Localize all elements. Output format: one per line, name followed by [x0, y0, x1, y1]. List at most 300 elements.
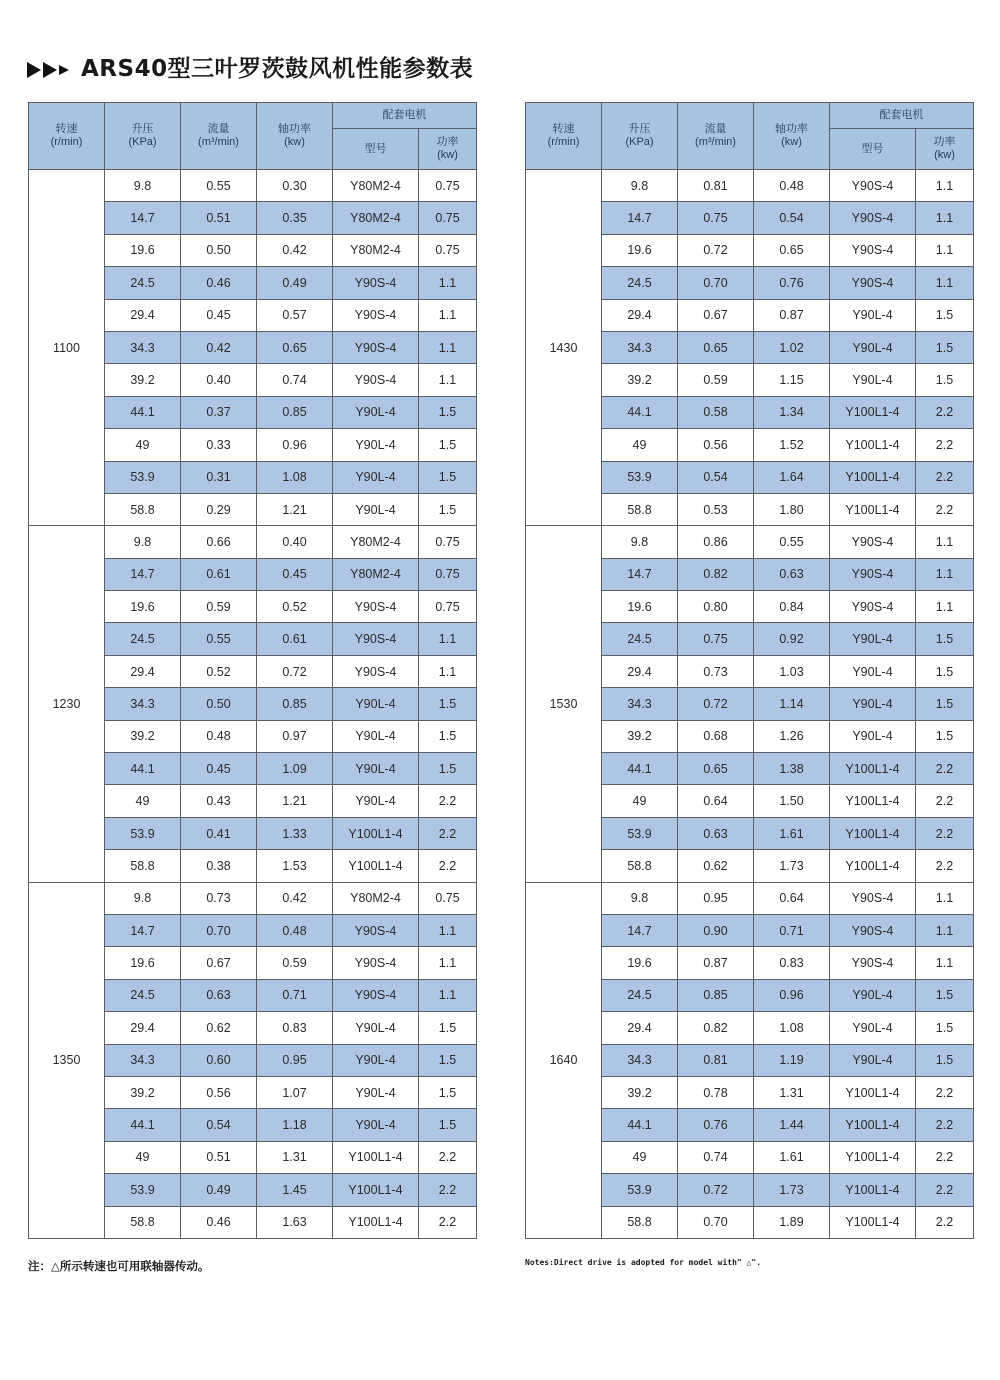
motor-model-cell: Y90S-4: [830, 591, 916, 623]
motor-model-cell: Y90S-4: [333, 267, 419, 299]
flow-cell: 0.74: [678, 1141, 754, 1173]
flow-cell: 0.58: [678, 396, 754, 428]
page-title: [27, 52, 473, 86]
pressure-cell: 14.7: [602, 558, 678, 590]
shaft-power-cell: 0.59: [257, 947, 333, 979]
pressure-cell: 24.5: [105, 623, 181, 655]
flow-cell: 0.56: [181, 1076, 257, 1108]
pressure-cell: 14.7: [105, 914, 181, 946]
shaft-power-cell: 0.92: [754, 623, 830, 655]
motor-power-cell: 2.2: [916, 1109, 974, 1141]
motor-power-cell: 0.75: [419, 202, 477, 234]
flow-cell: 0.70: [678, 267, 754, 299]
shaft-power-cell: 0.71: [754, 914, 830, 946]
flow-cell: 0.31: [181, 461, 257, 493]
motor-power-cell: 2.2: [916, 493, 974, 525]
motor-model-cell: Y100L1-4: [830, 753, 916, 785]
motor-model-cell: Y100L1-4: [333, 1174, 419, 1206]
pressure-cell: 39.2: [105, 364, 181, 396]
pressure-cell: 58.8: [105, 1206, 181, 1238]
motor-power-cell: 2.2: [419, 1174, 477, 1206]
pressure-cell: 34.3: [602, 1044, 678, 1076]
motor-power-cell: 2.2: [419, 785, 477, 817]
pressure-cell: 49: [105, 785, 181, 817]
motor-model-cell: Y100L1-4: [830, 1076, 916, 1108]
header-flow: 流量 (m³/min): [181, 103, 257, 170]
motor-power-cell: 1.1: [916, 267, 974, 299]
speed-cell: 1350: [29, 882, 105, 1238]
flow-cell: 0.37: [181, 396, 257, 428]
motor-power-cell: 2.2: [916, 753, 974, 785]
motor-model-cell: Y80M2-4: [333, 882, 419, 914]
shaft-power-cell: 1.73: [754, 1174, 830, 1206]
shaft-power-cell: 0.61: [257, 623, 333, 655]
flow-cell: 0.86: [678, 526, 754, 558]
motor-power-cell: 2.2: [419, 1206, 477, 1238]
motor-model-cell: Y90L-4: [333, 461, 419, 493]
flow-cell: 0.81: [678, 170, 754, 202]
motor-model-cell: Y100L1-4: [830, 396, 916, 428]
pressure-cell: 53.9: [105, 1174, 181, 1206]
motor-power-cell: 1.5: [419, 493, 477, 525]
motor-power-cell: 1.1: [916, 882, 974, 914]
flow-cell: 0.72: [678, 234, 754, 266]
motor-power-cell: 1.5: [916, 688, 974, 720]
motor-model-cell: Y90S-4: [830, 202, 916, 234]
shaft-power-cell: 1.61: [754, 817, 830, 849]
flow-cell: 0.51: [181, 1141, 257, 1173]
motor-power-cell: 1.5: [419, 396, 477, 428]
flow-cell: 0.62: [678, 850, 754, 882]
table-row: [29, 526, 477, 558]
pressure-cell: 9.8: [105, 526, 181, 558]
motor-model-cell: Y100L1-4: [830, 1174, 916, 1206]
flow-cell: 0.95: [678, 882, 754, 914]
motor-model-cell: Y100L1-4: [333, 817, 419, 849]
motor-power-cell: 0.75: [419, 526, 477, 558]
motor-model-cell: Y90L-4: [830, 364, 916, 396]
shaft-power-cell: 1.52: [754, 429, 830, 461]
shaft-power-cell: 0.87: [754, 299, 830, 331]
shaft-power-cell: 0.72: [257, 655, 333, 687]
shaft-power-cell: 1.09: [257, 753, 333, 785]
shaft-power-cell: 0.57: [257, 299, 333, 331]
flow-cell: 0.54: [181, 1109, 257, 1141]
shaft-power-cell: 0.95: [257, 1044, 333, 1076]
motor-power-cell: 1.1: [916, 234, 974, 266]
flow-cell: 0.46: [181, 1206, 257, 1238]
header-shaft-power: 轴功率 (kw): [754, 103, 830, 170]
pressure-cell: 24.5: [602, 979, 678, 1011]
shaft-power-cell: 0.54: [754, 202, 830, 234]
shaft-power-cell: 1.64: [754, 461, 830, 493]
flow-cell: 0.64: [678, 785, 754, 817]
header-model: 型号: [333, 129, 419, 170]
motor-power-cell: 0.75: [419, 170, 477, 202]
flow-cell: 0.56: [678, 429, 754, 461]
header-shaft-power: 轴功率 (kw): [257, 103, 333, 170]
motor-model-cell: Y90S-4: [333, 947, 419, 979]
motor-power-cell: 1.1: [916, 591, 974, 623]
flow-cell: 0.85: [678, 979, 754, 1011]
pressure-cell: 49: [602, 1141, 678, 1173]
pressure-cell: 29.4: [105, 1012, 181, 1044]
pressure-cell: 29.4: [105, 299, 181, 331]
speed-cell: 1100: [29, 170, 105, 526]
pressure-cell: 34.3: [105, 331, 181, 363]
shaft-power-cell: 0.63: [754, 558, 830, 590]
motor-power-cell: 2.2: [916, 785, 974, 817]
shaft-power-cell: 0.83: [754, 947, 830, 979]
motor-power-cell: 2.2: [916, 461, 974, 493]
motor-model-cell: Y100L1-4: [333, 850, 419, 882]
shaft-power-cell: 1.31: [754, 1076, 830, 1108]
shaft-power-cell: 0.42: [257, 234, 333, 266]
motor-model-cell: Y90L-4: [830, 299, 916, 331]
flow-cell: 0.81: [678, 1044, 754, 1076]
pressure-cell: 24.5: [602, 623, 678, 655]
flow-cell: 0.63: [181, 979, 257, 1011]
shaft-power-cell: 1.73: [754, 850, 830, 882]
pressure-cell: 53.9: [105, 461, 181, 493]
motor-model-cell: Y90S-4: [830, 558, 916, 590]
motor-power-cell: 0.75: [419, 558, 477, 590]
motor-power-cell: 2.2: [419, 1141, 477, 1173]
flow-cell: 0.65: [678, 753, 754, 785]
shaft-power-cell: 0.48: [754, 170, 830, 202]
shaft-power-cell: 0.42: [257, 882, 333, 914]
motor-power-cell: 1.5: [419, 1044, 477, 1076]
motor-model-cell: Y90S-4: [333, 979, 419, 1011]
motor-power-cell: 1.1: [419, 623, 477, 655]
flow-cell: 0.87: [678, 947, 754, 979]
motor-power-cell: 1.1: [419, 364, 477, 396]
table-row: [526, 170, 974, 202]
shaft-power-cell: 0.84: [754, 591, 830, 623]
flow-cell: 0.45: [181, 299, 257, 331]
motor-power-cell: 1.5: [916, 655, 974, 687]
header-motor: 配套电机: [830, 103, 974, 129]
performance-table-right: [525, 102, 974, 1239]
motor-power-cell: 1.5: [916, 1012, 974, 1044]
motor-power-cell: 1.1: [419, 914, 477, 946]
header-power: 功率 (kw): [419, 129, 477, 170]
table-row: [526, 526, 974, 558]
table-row: [526, 882, 974, 914]
pressure-cell: 9.8: [602, 170, 678, 202]
pressure-cell: 19.6: [105, 234, 181, 266]
shaft-power-cell: 0.96: [257, 429, 333, 461]
motor-power-cell: 1.1: [419, 299, 477, 331]
flow-cell: 0.73: [678, 655, 754, 687]
motor-model-cell: Y100L1-4: [830, 1109, 916, 1141]
shaft-power-cell: 0.97: [257, 720, 333, 752]
motor-model-cell: Y90S-4: [333, 655, 419, 687]
motor-model-cell: Y100L1-4: [830, 429, 916, 461]
motor-model-cell: Y100L1-4: [830, 817, 916, 849]
shaft-power-cell: 0.71: [257, 979, 333, 1011]
shaft-power-cell: 1.19: [754, 1044, 830, 1076]
motor-power-cell: 1.5: [419, 1012, 477, 1044]
motor-power-cell: 2.2: [916, 396, 974, 428]
pressure-cell: 58.8: [602, 493, 678, 525]
pressure-cell: 34.3: [602, 688, 678, 720]
motor-model-cell: Y100L1-4: [830, 461, 916, 493]
shaft-power-cell: 0.45: [257, 558, 333, 590]
header-speed: 转速 (r/min): [29, 103, 105, 170]
pressure-cell: 44.1: [105, 753, 181, 785]
header-flow: 流量 (m³/min): [678, 103, 754, 170]
motor-model-cell: Y90L-4: [333, 785, 419, 817]
note-chinese: 注：△所示转速也可用联轴器传动。: [28, 1259, 210, 1273]
header-pressure: 升压 (KPa): [105, 103, 181, 170]
motor-power-cell: 1.5: [419, 1109, 477, 1141]
shaft-power-cell: 1.02: [754, 331, 830, 363]
shaft-power-cell: 1.63: [257, 1206, 333, 1238]
flow-cell: 0.59: [678, 364, 754, 396]
shaft-power-cell: 0.30: [257, 170, 333, 202]
pressure-cell: 39.2: [105, 1076, 181, 1108]
motor-power-cell: 2.2: [916, 1206, 974, 1238]
flow-cell: 0.82: [678, 1012, 754, 1044]
flow-cell: 0.52: [181, 655, 257, 687]
table-body: [29, 170, 477, 1239]
motor-power-cell: 0.75: [419, 882, 477, 914]
pressure-cell: 53.9: [602, 817, 678, 849]
motor-model-cell: Y90L-4: [830, 331, 916, 363]
motor-model-cell: Y90S-4: [333, 299, 419, 331]
flow-cell: 0.70: [678, 1206, 754, 1238]
motor-power-cell: 1.1: [916, 202, 974, 234]
motor-model-cell: Y100L1-4: [830, 850, 916, 882]
motor-model-cell: Y90L-4: [830, 1044, 916, 1076]
flow-cell: 0.45: [181, 753, 257, 785]
motor-model-cell: Y80M2-4: [333, 234, 419, 266]
speed-cell: 1430: [526, 170, 602, 526]
shaft-power-cell: 0.74: [257, 364, 333, 396]
note-english: Notes:Direct drive is adopted for model with" △".: [525, 1258, 762, 1267]
motor-power-cell: 1.1: [419, 979, 477, 1011]
shaft-power-cell: 0.76: [754, 267, 830, 299]
header-motor: 配套电机: [333, 103, 477, 129]
pressure-cell: 58.8: [602, 850, 678, 882]
flow-cell: 0.70: [181, 914, 257, 946]
flow-cell: 0.75: [678, 202, 754, 234]
pressure-cell: 24.5: [105, 979, 181, 1011]
shaft-power-cell: 1.50: [754, 785, 830, 817]
flow-cell: 0.46: [181, 267, 257, 299]
motor-power-cell: 1.5: [419, 429, 477, 461]
motor-model-cell: Y90L-4: [333, 688, 419, 720]
motor-model-cell: Y90S-4: [830, 170, 916, 202]
pressure-cell: 49: [105, 1141, 181, 1173]
pressure-cell: 53.9: [602, 1174, 678, 1206]
motor-model-cell: Y90L-4: [830, 655, 916, 687]
flow-cell: 0.41: [181, 817, 257, 849]
flow-cell: 0.50: [181, 688, 257, 720]
motor-power-cell: 2.2: [916, 1174, 974, 1206]
motor-model-cell: Y90L-4: [830, 1012, 916, 1044]
pressure-cell: 39.2: [105, 720, 181, 752]
shaft-power-cell: 0.65: [754, 234, 830, 266]
motor-power-cell: 2.2: [916, 817, 974, 849]
flow-cell: 0.68: [678, 720, 754, 752]
motor-model-cell: Y100L1-4: [333, 1206, 419, 1238]
pressure-cell: 14.7: [602, 202, 678, 234]
shaft-power-cell: 1.31: [257, 1141, 333, 1173]
motor-model-cell: Y90L-4: [333, 1012, 419, 1044]
motor-model-cell: Y100L1-4: [333, 1141, 419, 1173]
motor-model-cell: Y80M2-4: [333, 526, 419, 558]
motor-model-cell: Y90S-4: [830, 947, 916, 979]
flow-cell: 0.40: [181, 364, 257, 396]
motor-model-cell: Y90L-4: [333, 753, 419, 785]
header-speed: 转速 (r/min): [526, 103, 602, 170]
flow-cell: 0.78: [678, 1076, 754, 1108]
pressure-cell: 14.7: [105, 558, 181, 590]
pressure-cell: 24.5: [105, 267, 181, 299]
shaft-power-cell: 1.07: [257, 1076, 333, 1108]
motor-power-cell: 2.2: [419, 850, 477, 882]
motor-power-cell: 1.1: [916, 947, 974, 979]
shaft-power-cell: 1.14: [754, 688, 830, 720]
pressure-cell: 14.7: [602, 914, 678, 946]
title-text: ARS40型三叶罗茨鼓风机性能参数表: [81, 56, 474, 82]
shaft-power-cell: 1.61: [754, 1141, 830, 1173]
pressure-cell: 19.6: [105, 591, 181, 623]
motor-power-cell: 1.5: [916, 364, 974, 396]
motor-power-cell: 2.2: [916, 1141, 974, 1173]
flow-cell: 0.67: [181, 947, 257, 979]
motor-power-cell: 0.75: [419, 591, 477, 623]
pressure-cell: 29.4: [105, 655, 181, 687]
pressure-cell: 44.1: [602, 1109, 678, 1141]
motor-power-cell: 1.5: [419, 461, 477, 493]
motor-power-cell: 1.1: [419, 267, 477, 299]
pressure-cell: 29.4: [602, 299, 678, 331]
shaft-power-cell: 1.08: [257, 461, 333, 493]
motor-power-cell: 2.2: [916, 1076, 974, 1108]
motor-model-cell: Y90S-4: [830, 526, 916, 558]
motor-model-cell: Y90S-4: [830, 267, 916, 299]
shaft-power-cell: 1.44: [754, 1109, 830, 1141]
flow-cell: 0.55: [181, 170, 257, 202]
motor-power-cell: 1.5: [419, 1076, 477, 1108]
shaft-power-cell: 1.53: [257, 850, 333, 882]
pressure-cell: 9.8: [105, 170, 181, 202]
shaft-power-cell: 0.35: [257, 202, 333, 234]
motor-model-cell: Y90L-4: [333, 396, 419, 428]
motor-model-cell: Y90L-4: [333, 1044, 419, 1076]
motor-model-cell: Y80M2-4: [333, 202, 419, 234]
flow-cell: 0.48: [181, 720, 257, 752]
pressure-cell: 58.8: [602, 1206, 678, 1238]
shaft-power-cell: 1.18: [257, 1109, 333, 1141]
pressure-cell: 29.4: [602, 655, 678, 687]
shaft-power-cell: 0.49: [257, 267, 333, 299]
header-model: 型号: [830, 129, 916, 170]
flow-cell: 0.72: [678, 688, 754, 720]
flow-cell: 0.82: [678, 558, 754, 590]
pressure-cell: 44.1: [105, 396, 181, 428]
pressure-cell: 9.8: [105, 882, 181, 914]
flow-cell: 0.62: [181, 1012, 257, 1044]
pressure-cell: 19.6: [602, 234, 678, 266]
flow-cell: 0.75: [678, 623, 754, 655]
motor-model-cell: Y100L1-4: [830, 785, 916, 817]
flow-cell: 0.55: [181, 623, 257, 655]
motor-model-cell: Y90L-4: [830, 979, 916, 1011]
motor-model-cell: Y90S-4: [830, 882, 916, 914]
shaft-power-cell: 0.40: [257, 526, 333, 558]
shaft-power-cell: 1.89: [754, 1206, 830, 1238]
flow-cell: 0.90: [678, 914, 754, 946]
motor-model-cell: Y100L1-4: [830, 1141, 916, 1173]
pressure-cell: 34.3: [105, 1044, 181, 1076]
motor-model-cell: Y90L-4: [830, 720, 916, 752]
flow-cell: 0.67: [678, 299, 754, 331]
pressure-cell: 53.9: [602, 461, 678, 493]
shaft-power-cell: 1.21: [257, 493, 333, 525]
shaft-power-cell: 1.38: [754, 753, 830, 785]
pressure-cell: 9.8: [602, 882, 678, 914]
pressure-cell: 44.1: [602, 396, 678, 428]
shaft-power-cell: 1.45: [257, 1174, 333, 1206]
motor-model-cell: Y90S-4: [830, 914, 916, 946]
flow-cell: 0.42: [181, 331, 257, 363]
motor-power-cell: 1.1: [916, 526, 974, 558]
flow-cell: 0.66: [181, 526, 257, 558]
pressure-cell: 58.8: [105, 850, 181, 882]
shaft-power-cell: 1.80: [754, 493, 830, 525]
flow-cell: 0.50: [181, 234, 257, 266]
pressure-cell: 19.6: [105, 947, 181, 979]
flow-cell: 0.60: [181, 1044, 257, 1076]
motor-power-cell: 1.5: [916, 331, 974, 363]
pressure-cell: 34.3: [105, 688, 181, 720]
flow-cell: 0.49: [181, 1174, 257, 1206]
motor-model-cell: Y90S-4: [830, 234, 916, 266]
shaft-power-cell: 1.34: [754, 396, 830, 428]
motor-model-cell: Y90L-4: [830, 623, 916, 655]
flow-cell: 0.59: [181, 591, 257, 623]
flow-cell: 0.61: [181, 558, 257, 590]
flow-cell: 0.80: [678, 591, 754, 623]
table-body: [526, 170, 974, 1239]
speed-cell: 1230: [29, 526, 105, 882]
shaft-power-cell: 1.03: [754, 655, 830, 687]
pressure-cell: 44.1: [105, 1109, 181, 1141]
motor-model-cell: Y90S-4: [333, 591, 419, 623]
performance-table-left: [28, 102, 477, 1239]
flow-cell: 0.29: [181, 493, 257, 525]
pressure-cell: 9.8: [602, 526, 678, 558]
pressure-cell: 29.4: [602, 1012, 678, 1044]
pressure-cell: 24.5: [602, 267, 678, 299]
motor-power-cell: 1.5: [419, 720, 477, 752]
pressure-cell: 49: [105, 429, 181, 461]
motor-model-cell: Y80M2-4: [333, 170, 419, 202]
motor-model-cell: Y90L-4: [333, 1076, 419, 1108]
pressure-cell: 39.2: [602, 1076, 678, 1108]
motor-model-cell: Y90L-4: [333, 429, 419, 461]
pressure-cell: 44.1: [602, 753, 678, 785]
motor-model-cell: Y90L-4: [830, 688, 916, 720]
table-row: [29, 170, 477, 202]
pressure-cell: 19.6: [602, 947, 678, 979]
flow-cell: 0.63: [678, 817, 754, 849]
flow-cell: 0.33: [181, 429, 257, 461]
